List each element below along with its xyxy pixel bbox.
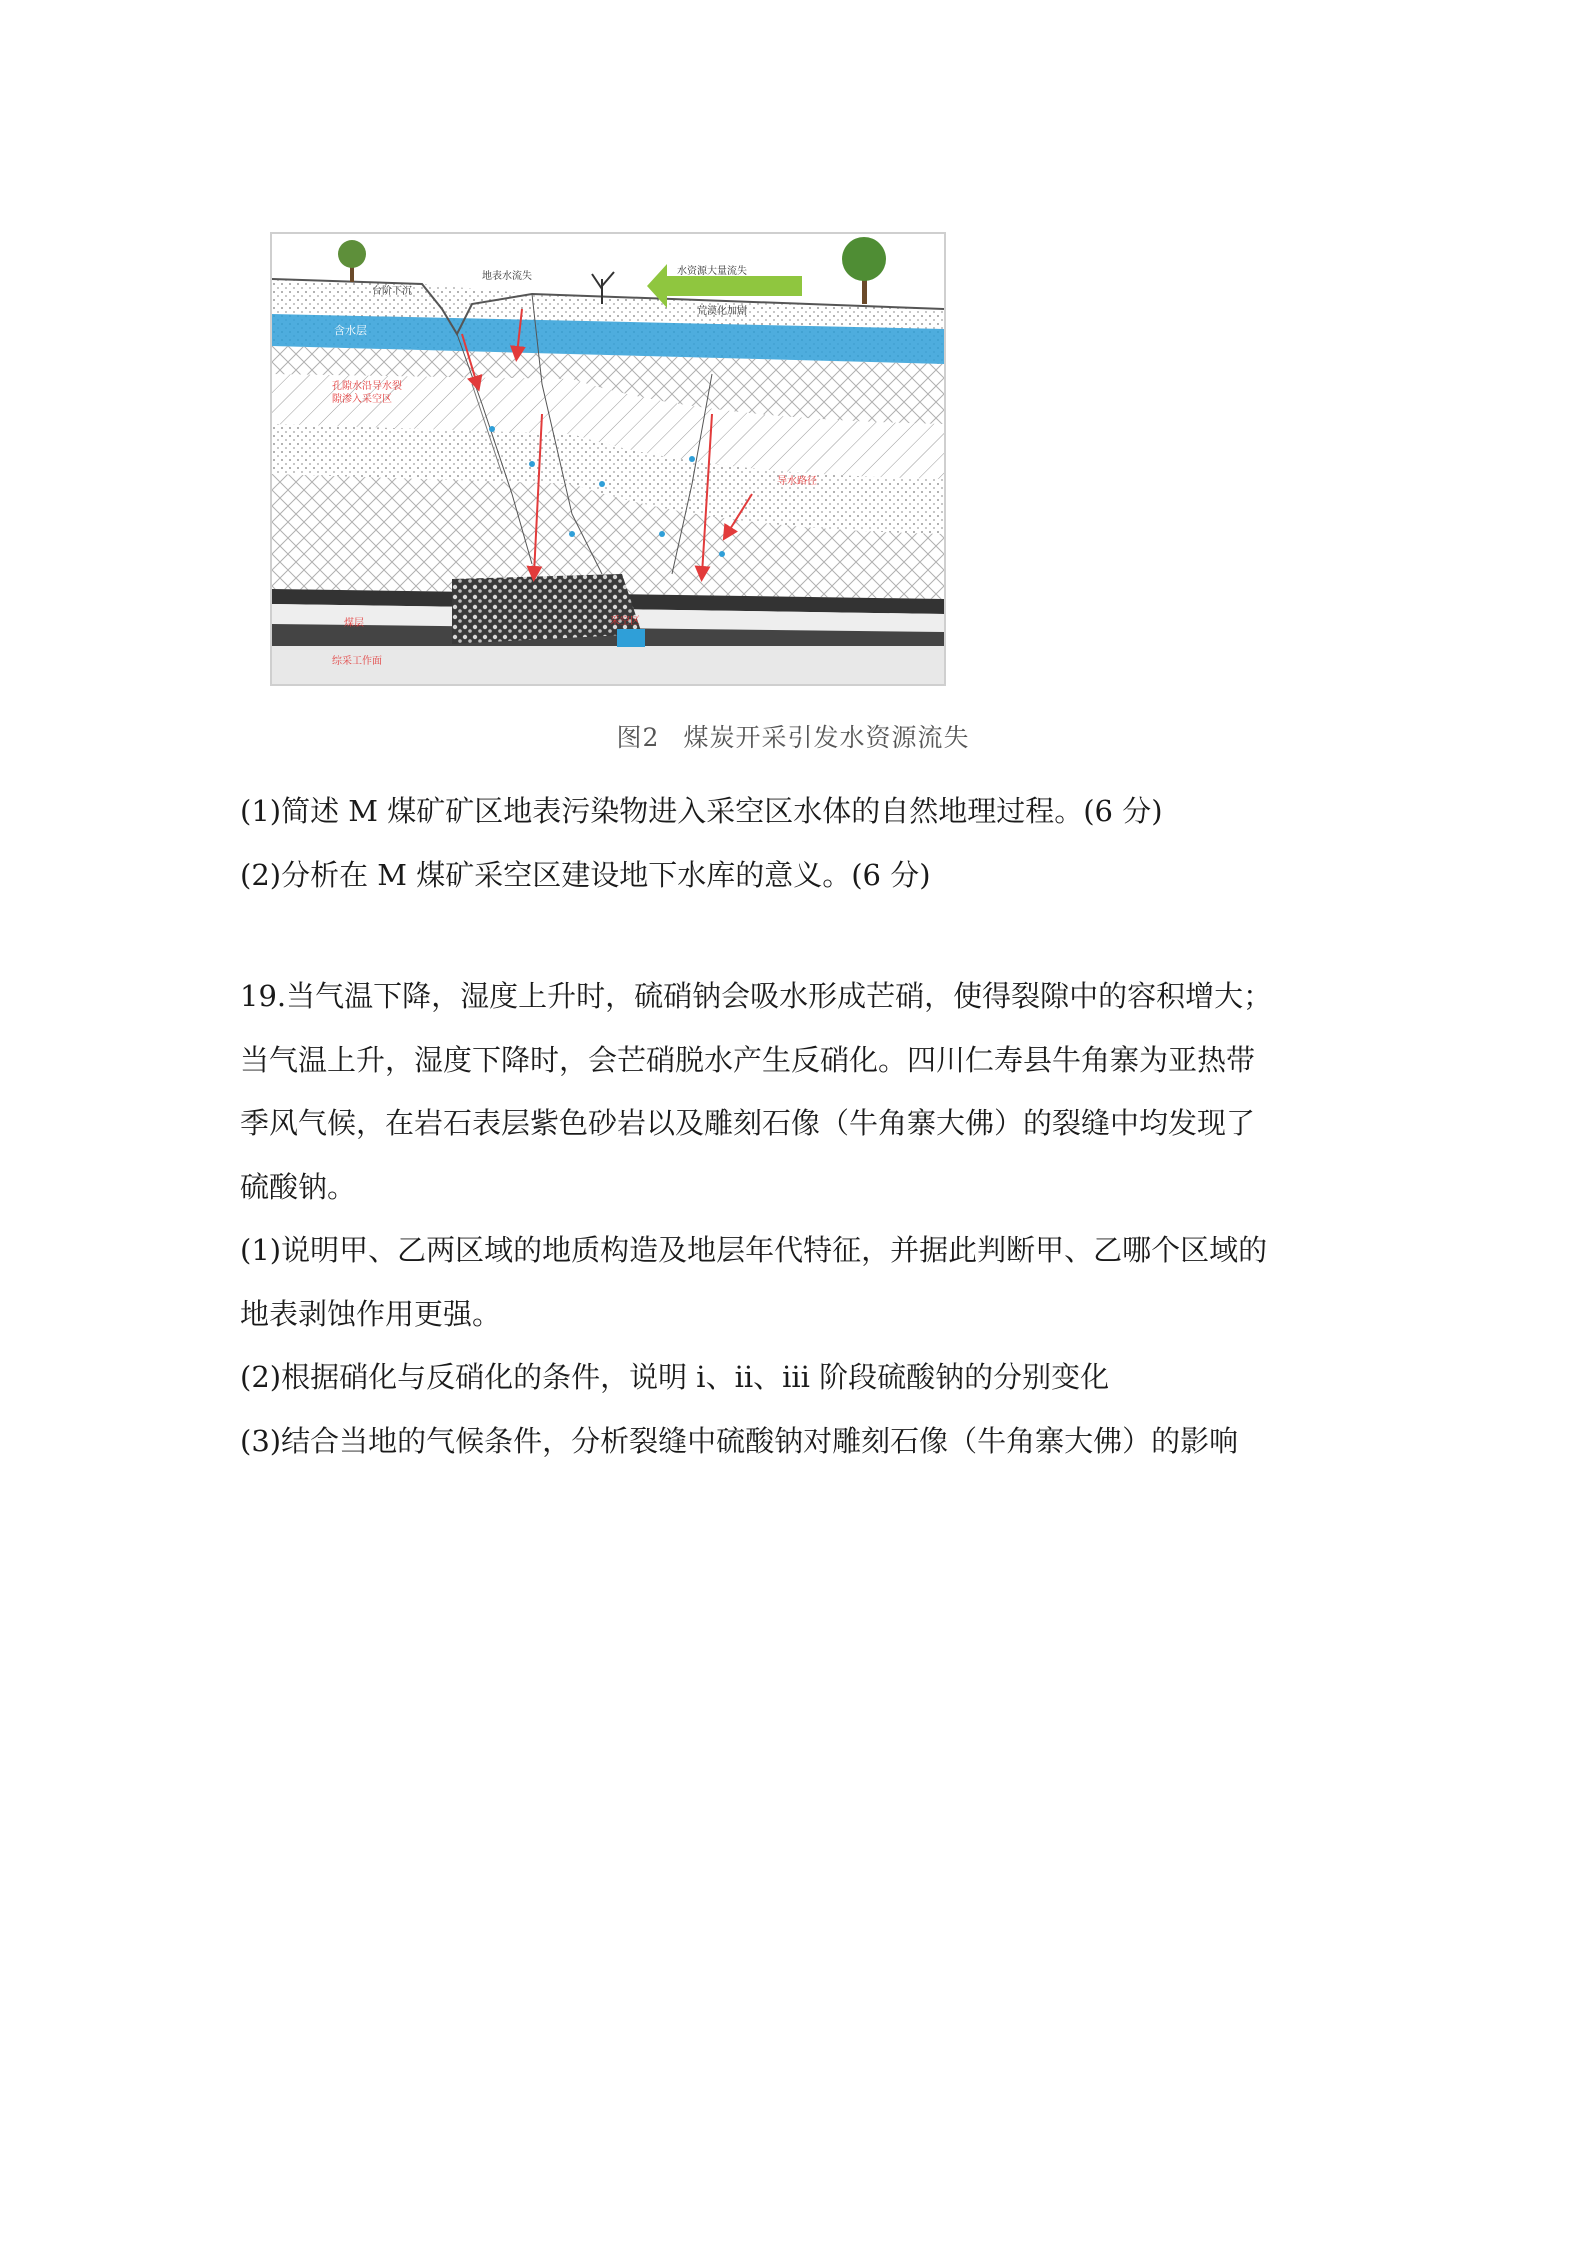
- label-kong-xi-2: 隙渗入采空区: [332, 394, 392, 405]
- q18-line-1: (1)简述 M 煤矿矿区地表污染物进入采空区水体的自然地理过程。(6 分): [240, 794, 1163, 828]
- label-huang-mo: 荒漠化加剧: [697, 306, 747, 317]
- goaf-area: [452, 574, 642, 644]
- q19-line: 硫酸钠。: [240, 1169, 357, 1204]
- q19-line: (1)说明甲、乙两区域的地质构造及地层年代特征，并据此判断甲、乙哪个区域的: [240, 1233, 1268, 1267]
- figure-caption: [0, 718, 1586, 758]
- caption-number: 图2: [616, 723, 660, 752]
- q19-line: 当气温上升，湿度下降时，会芒硝脱水产生反硝化。四川仁寿县牛角寨为亚热带: [240, 1042, 1256, 1077]
- label-kong-xi: 孔隙水沿导水裂: [332, 381, 402, 392]
- q18-line-2: (2)分析在 M 煤矿采空区建设地下水库的意义。(6 分): [240, 857, 931, 892]
- coal-mining-diagram: [270, 232, 946, 686]
- label-mei-ceng: 煤层: [344, 618, 364, 629]
- diagram-svg: [272, 234, 944, 684]
- tree-icon: [338, 240, 366, 282]
- q19-line: 19.当气温下降，湿度上升时，硫硝钠会吸水形成芒硝，使得裂隙中的容积增大；: [240, 979, 1273, 1013]
- label-dao-shui: 导水路径: [777, 476, 817, 487]
- label-cai-kong: 采空区: [610, 616, 640, 627]
- q19-line: (3)结合当地的气候条件，分析裂缝中硫酸钠对雕刻石像（牛角寨大佛）的影响: [240, 1423, 1239, 1458]
- question-19: [240, 965, 1350, 1473]
- tree-icon: [842, 237, 886, 304]
- caption-text: 煤炭开采引发水资源流失: [683, 723, 970, 752]
- q19-line: 季风气候，在岩石表层紫色砂岩以及雕刻石像（牛角寨大佛）的裂缝中均发现了: [240, 1106, 1256, 1140]
- label-han-shui: 含水层: [334, 324, 367, 337]
- question-18: [240, 780, 1350, 907]
- label-di-biao: 地表水流失: [482, 271, 532, 282]
- q19-line: 地表剥蚀作用更强。: [240, 1296, 502, 1331]
- q19-line: (2)根据硝化与反硝化的条件，说明 i、ii、iii 阶段硫酸钠的分别变化: [240, 1360, 1110, 1394]
- label-tai-jie: 台阶下沉: [372, 286, 412, 297]
- label-zong-cai: 综采工作面: [332, 656, 382, 667]
- label-shui-liu-shi: 水资源大量流失: [677, 266, 747, 277]
